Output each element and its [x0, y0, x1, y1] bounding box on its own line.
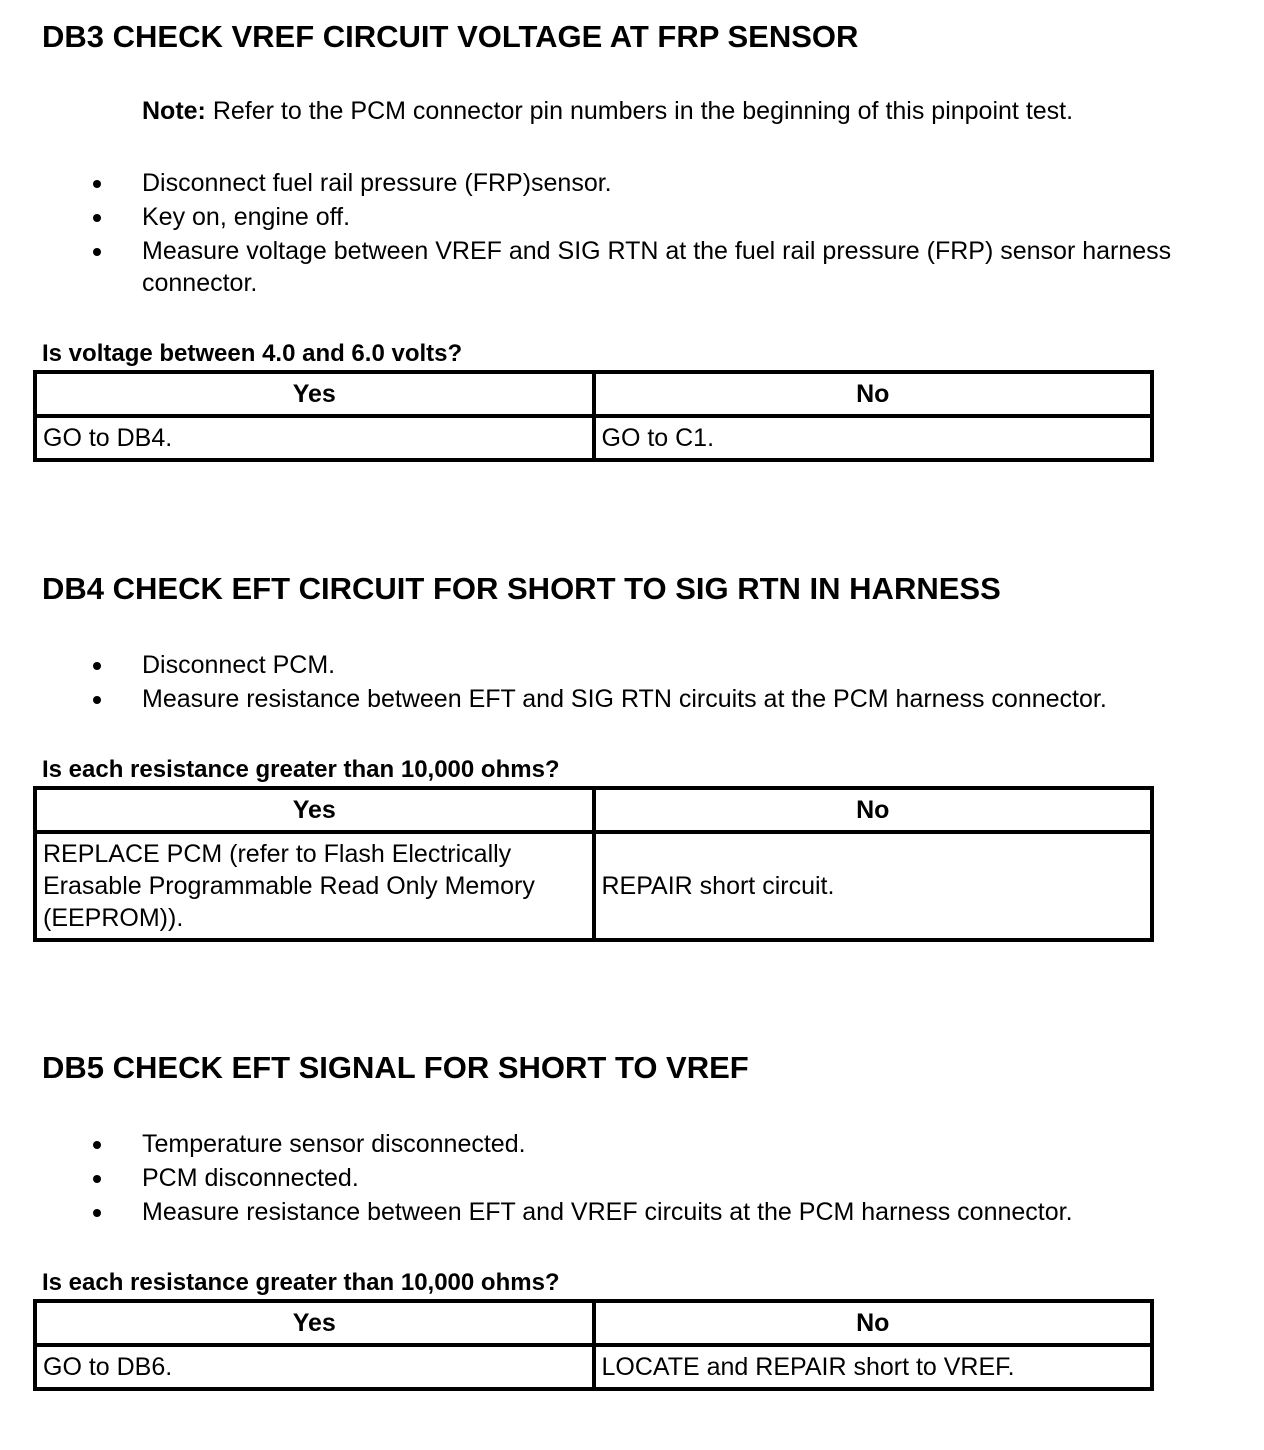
section-db4-question: Is each resistance greater than 10,000 ohms? [42, 756, 560, 783]
bullet-icon [93, 180, 101, 188]
section-db3-steps [0, 167, 1205, 301]
section-db4-title: DB4 CHECK EFT CIRCUIT FOR SHORT TO SIG RTN IN HARNESS [42, 571, 1001, 606]
no-action: GO to C1. [594, 416, 1153, 460]
bullet-icon [93, 214, 101, 222]
no-header: No [594, 1301, 1153, 1345]
section-db5-question: Is each resistance greater than 10,000 ohms? [42, 1269, 560, 1296]
bullet-icon [93, 1175, 101, 1183]
list-item: PCM disconnected. [0, 1162, 1230, 1194]
yes-action: GO to DB6. [35, 1345, 594, 1389]
yes-header: Yes [35, 788, 594, 832]
table-row [35, 416, 1152, 460]
section-db3-title: DB3 CHECK VREF CIRCUIT VOLTAGE AT FRP SENSOR [42, 19, 859, 54]
table-header-row [35, 788, 1152, 832]
no-header: No [594, 372, 1153, 416]
note-label: Note: [142, 97, 206, 125]
note-text: Refer to the PCM connector pin numbers in the beginning of this pinpoint test. [205, 97, 1074, 125]
list-item: Measure resistance between EFT and SIG RTN circuits at the PCM harness connector. [0, 683, 1230, 715]
yes-header: Yes [35, 1301, 594, 1345]
list-item: Disconnect fuel rail pressure (FRP)sensor. [0, 167, 1205, 199]
table-row [35, 832, 1152, 940]
list-item: Disconnect PCM. [0, 649, 1230, 681]
section-db3-note [142, 95, 1073, 127]
yes-header: Yes [35, 372, 594, 416]
list-item: Measure resistance between EFT and VREF circuits at the PCM harness connector. [0, 1196, 1230, 1228]
section-db4-decision-table [33, 786, 1154, 942]
table-row [35, 1345, 1152, 1389]
bullet-icon [93, 696, 101, 704]
list-item: Temperature sensor disconnected. [0, 1128, 1230, 1160]
no-action: LOCATE and REPAIR short to VREF. [594, 1345, 1153, 1389]
bullet-icon [93, 1209, 101, 1217]
section-db5-decision-table [33, 1299, 1154, 1391]
yes-action: REPLACE PCM (refer to Flash Electrically Erasable Programmable Read Only Memory (EEPROM)). [35, 832, 594, 940]
list-item: Measure voltage between VREF and SIG RTN at the fuel rail pressure (FRP) sensor harness connector. [0, 235, 1205, 299]
section-db5-steps [0, 1128, 1230, 1230]
section-db3-decision-table [33, 370, 1154, 462]
no-action: REPAIR short circuit. [594, 832, 1153, 940]
section-db5-title: DB5 CHECK EFT SIGNAL FOR SHORT TO VREF [42, 1050, 749, 1085]
bullet-icon [93, 1141, 101, 1149]
table-header-row [35, 372, 1152, 416]
bullet-icon [93, 662, 101, 670]
list-item: Key on, engine off. [0, 201, 1205, 233]
section-db4-steps [0, 649, 1230, 717]
yes-action: GO to DB4. [35, 416, 594, 460]
no-header: No [594, 788, 1153, 832]
bullet-icon [93, 248, 101, 256]
section-db3-question: Is voltage between 4.0 and 6.0 volts? [42, 340, 463, 367]
table-header-row [35, 1301, 1152, 1345]
